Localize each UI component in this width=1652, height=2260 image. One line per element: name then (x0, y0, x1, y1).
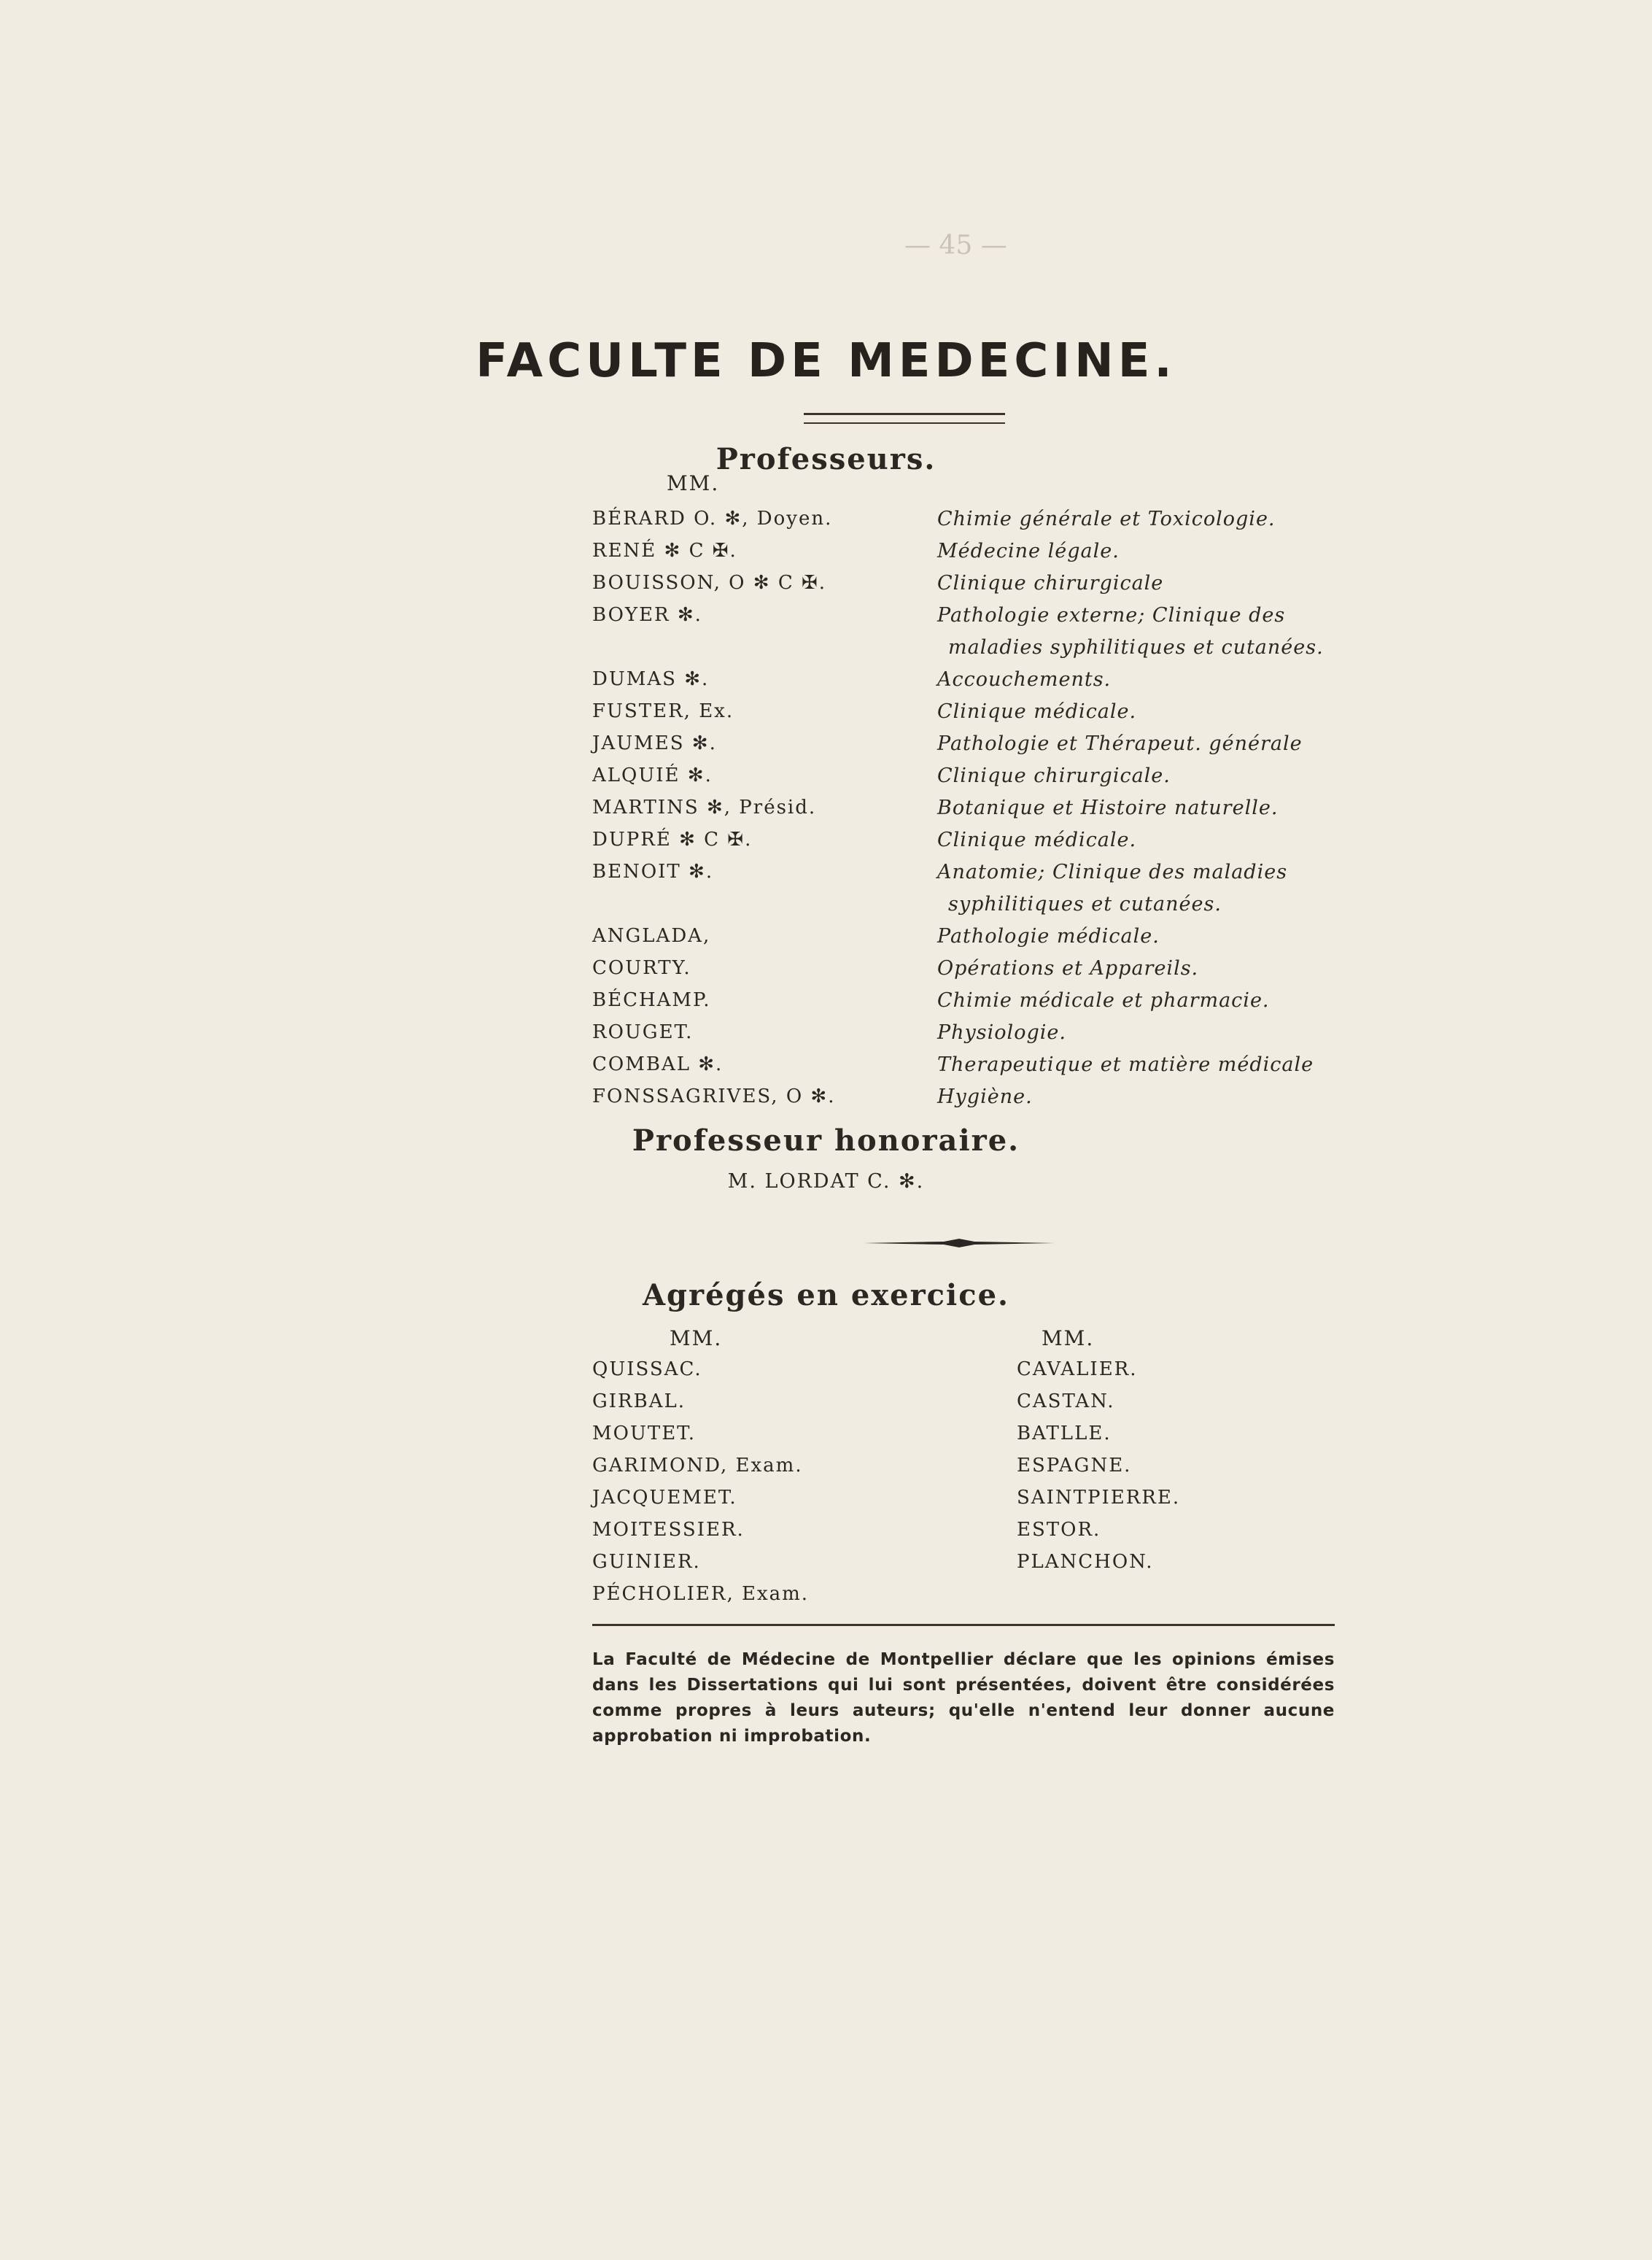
agreges-left-mm-label: MM. (670, 1326, 723, 1350)
professeur-chair: Chimie médicale et pharmacie. (937, 989, 1270, 1012)
professeur-chair: Clinique chirurgicale (937, 572, 1164, 595)
agrege-name: BATLLE. (1017, 1423, 1112, 1444)
professeur-name: COURTY. (592, 957, 691, 979)
professeur-name: FUSTER, Ex. (592, 700, 734, 722)
agrege-name: SAINTPIERRE. (1017, 1487, 1181, 1509)
professeur-chair-continued: maladies syphilitiques et cutanées. (948, 636, 1324, 659)
agreges-heading: Agrégés en exercice. (643, 1278, 1009, 1312)
agrege-name: GARIMOND, Exam. (592, 1455, 803, 1477)
professeur-row (592, 604, 1358, 659)
professeur-row (592, 829, 1358, 861)
professeur-chair: Therapeutique et matière médicale (937, 1053, 1314, 1076)
professeur-name: BENOIT ✻. (592, 861, 714, 883)
page-number: — 45 — (904, 231, 1007, 260)
professeur-name: COMBAL ✻. (592, 1053, 724, 1075)
agrege-name: QUISSAC. (592, 1358, 702, 1380)
professeur-row (592, 1021, 1358, 1053)
professeur-row (592, 572, 1358, 604)
page-title: FACULTE DE MEDECINE. (476, 334, 1176, 388)
professeur-name: BÉRARD O. ✻, Doyen. (592, 508, 833, 530)
professeur-chair: Opérations et Appareils. (937, 957, 1199, 980)
title-double-rule (804, 413, 1005, 424)
professeur-chair: Botanique et Histoire naturelle. (937, 797, 1279, 819)
honoraire-heading: Professeur honoraire. (632, 1123, 1020, 1158)
professeur-name: MARTINS ✻, Présid. (592, 797, 817, 819)
professeur-name: BÉCHAMP. (592, 989, 711, 1011)
professeur-row (592, 1053, 1358, 1086)
professeur-row (592, 765, 1358, 797)
agrege-name: MOUTET. (592, 1423, 696, 1444)
professeur-chair: Chimie générale et Toxicologie. (937, 508, 1276, 530)
professeurs-mm-label: MM. (667, 471, 720, 495)
agrege-name: PLANCHON. (1017, 1551, 1154, 1573)
professeur-name: DUPRÉ ✻ C ✠. (592, 829, 753, 851)
professeur-name: BOYER ✻. (592, 604, 702, 626)
professeur-chair: Pathologie externe; Clinique des (937, 604, 1286, 627)
professeur-chair: Clinique médicale. (937, 700, 1137, 723)
professeur-name: JAUMES ✻. (592, 732, 717, 754)
professeur-row (592, 508, 1358, 540)
professeur-row (592, 797, 1358, 829)
honoraire-name: M. LORDAT C. ✻. (727, 1170, 925, 1193)
agrege-name: CAVALIER. (1017, 1358, 1138, 1380)
professeur-row (592, 989, 1358, 1021)
professeur-row (592, 861, 1358, 916)
professeur-name: RENÉ ✻ C ✠. (592, 540, 737, 562)
professeur-chair: Hygiène. (937, 1086, 1033, 1108)
professeur-row (592, 700, 1358, 732)
agrege-name: ESTOR. (1017, 1519, 1101, 1541)
professeur-row (592, 925, 1358, 957)
professeur-chair: Anatomie; Clinique des maladies (937, 861, 1288, 883)
professeur-name: FONSSAGRIVES, O ✻. (592, 1086, 836, 1107)
professeur-row (592, 1086, 1358, 1118)
agrege-name: MOITESSIER. (592, 1519, 745, 1541)
professeur-chair: Clinique médicale. (937, 829, 1137, 851)
agrege-name: CASTAN. (1017, 1390, 1115, 1412)
agreges-right-mm-label: MM. (1042, 1326, 1095, 1350)
agrege-name: PÉCHOLIER, Exam. (592, 1583, 810, 1605)
agrege-name: JACQUEMET. (592, 1487, 737, 1509)
professeur-chair: Pathologie médicale. (937, 925, 1160, 948)
professeur-chair: Médecine légale. (937, 540, 1120, 562)
professeur-chair: Physiologie. (937, 1021, 1066, 1044)
professeur-chair: Pathologie et Thérapeut. générale (937, 732, 1303, 755)
agrege-name: GIRBAL. (592, 1390, 686, 1412)
professeur-row (592, 732, 1358, 765)
professeur-chair: Accouchements. (937, 668, 1112, 691)
professeur-chair: Clinique chirurgicale. (937, 765, 1171, 787)
ornament-divider (864, 1239, 1055, 1247)
professeur-row (592, 668, 1358, 700)
professeur-name: BOUISSON, O ✻ C ✠. (592, 572, 827, 594)
professeur-row (592, 957, 1358, 989)
agrege-name: GUINIER. (592, 1551, 701, 1573)
professeur-chair-continued: syphilitiques et cutanées. (948, 893, 1222, 916)
professeur-name: ANGLADA, (592, 925, 711, 947)
professeur-name: DUMAS ✻. (592, 668, 710, 690)
professeur-row (592, 540, 1358, 572)
disclaimer-text: La Faculté de Médecine de Montpellier déclare que les opinions émises dans les Dissertations qui lui sont présentées, doivent être considérées comme propres à leurs auteurs; qu'elle n'entend leur donner aucune approbation ni improbation. (592, 1650, 1335, 1746)
professeurs-heading: Professeurs. (716, 442, 936, 476)
professeur-name: ALQUIÉ ✻. (592, 765, 713, 786)
agrege-name: ESPAGNE. (1017, 1455, 1132, 1477)
bottom-rule (592, 1624, 1335, 1626)
professeur-name: ROUGET. (592, 1021, 694, 1043)
